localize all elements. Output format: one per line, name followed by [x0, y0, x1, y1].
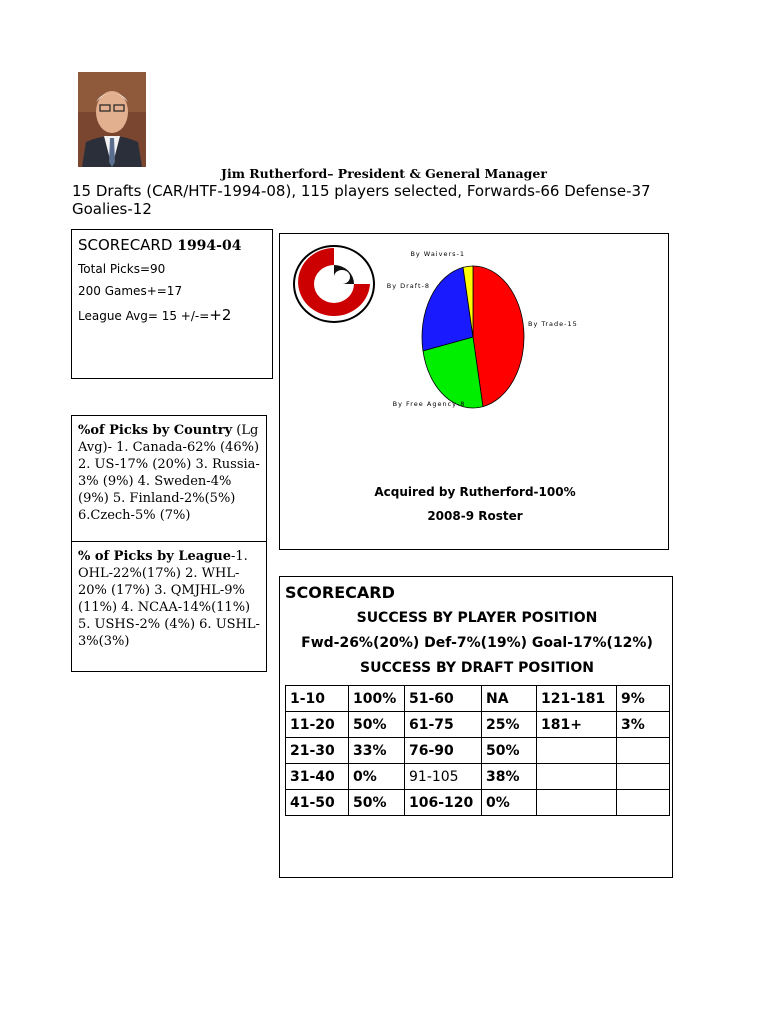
table-cell	[537, 738, 617, 764]
table-cell: 91-105	[405, 764, 482, 790]
table-cell: 50%	[349, 712, 405, 738]
table-cell: 50%	[349, 790, 405, 816]
table-row	[286, 686, 670, 712]
draft-position-heading: SUCCESS BY DRAFT POSITION	[360, 660, 594, 676]
scorecard-title: SCORECARD	[285, 583, 395, 602]
table-cell: 33%	[349, 738, 405, 764]
table-cell: 11-20	[286, 712, 349, 738]
table-cell: 0%	[349, 764, 405, 790]
table-cell: 3%	[617, 712, 670, 738]
table-row	[286, 738, 670, 764]
gm-photo	[78, 72, 146, 167]
table-cell: 9%	[617, 686, 670, 712]
league-avg: League Avg= 15 +/-=+2	[78, 306, 232, 324]
table-cell: 76-90	[405, 738, 482, 764]
chart-caption-2: 2008-9 Roster	[427, 509, 523, 523]
scorecard-heading: SCORECARD 1994-04	[78, 236, 242, 254]
games-200-plus: 200 Games+=17	[78, 284, 183, 298]
success-scorecard	[279, 576, 673, 878]
table-cell: 51-60	[405, 686, 482, 712]
pie-label: By Free Agency-8	[392, 400, 466, 408]
table-cell: 61-75	[405, 712, 482, 738]
pie-slice	[473, 266, 524, 407]
pie-label: By Draft-8	[386, 282, 430, 290]
table-cell: NA	[482, 686, 537, 712]
table-cell	[617, 790, 670, 816]
player-position-heading: SUCCESS BY PLAYER POSITION	[356, 610, 598, 626]
table-cell	[617, 738, 670, 764]
table-row	[286, 790, 670, 816]
table-row	[286, 764, 670, 790]
chart-caption-1: Acquired by Rutherford-100%	[374, 485, 576, 499]
table-cell: 50%	[482, 738, 537, 764]
picks-by-country: %of Picks by Country (Lg Avg)- 1. Canada-62% (46%) 2. US-17% (20%) 3. Russia-3% (9%) 4. Sweden-4%(9%) 5. Finland-2%(5%) 6.Czech-5% (7%)	[71, 415, 267, 542]
table-cell: 21-30	[286, 738, 349, 764]
table-cell	[537, 790, 617, 816]
table-row	[286, 712, 670, 738]
draft-summary: 15 Drafts (CAR/HTF-1994-08), 115 players selected, Forwards-66 Defense-37 Goalies-12	[72, 182, 651, 218]
table-cell: 1-10	[286, 686, 349, 712]
table-cell: 121-181	[537, 686, 617, 712]
table-cell: 0%	[482, 790, 537, 816]
scorecard-1994-04	[71, 229, 273, 379]
pie-label: By Trade-15	[528, 320, 578, 328]
pie-label: By Waivers-1	[410, 250, 465, 258]
draft-position-table	[285, 685, 670, 816]
picks-by-league: % of Picks by League-1. OHL-22%(17%) 2. WHL-20% (17%) 3. QMJHL-9% (11%) 4. NCAA-14%(11%) 5. USHS-2% (4%) 6. USHL-3%(3%)	[71, 541, 267, 672]
roster-acquisition-chart	[279, 233, 669, 550]
table-cell: 106-120	[405, 790, 482, 816]
table-cell: 31-40	[286, 764, 349, 790]
table-cell: 181+	[537, 712, 617, 738]
player-position-values: Fwd-26%(20%) Def-7%(19%) Goal-17%(12%)	[301, 635, 653, 651]
pie-chart	[280, 234, 668, 549]
hurricanes-logo-icon	[294, 246, 374, 322]
table-cell: 25%	[482, 712, 537, 738]
table-cell	[617, 764, 670, 790]
page-title: Jim Rutherford– President & General Manager	[221, 166, 547, 181]
total-picks: Total Picks=90	[78, 262, 166, 276]
table-cell: 41-50	[286, 790, 349, 816]
table-cell: 38%	[482, 764, 537, 790]
table-cell	[537, 764, 617, 790]
table-cell: 100%	[349, 686, 405, 712]
